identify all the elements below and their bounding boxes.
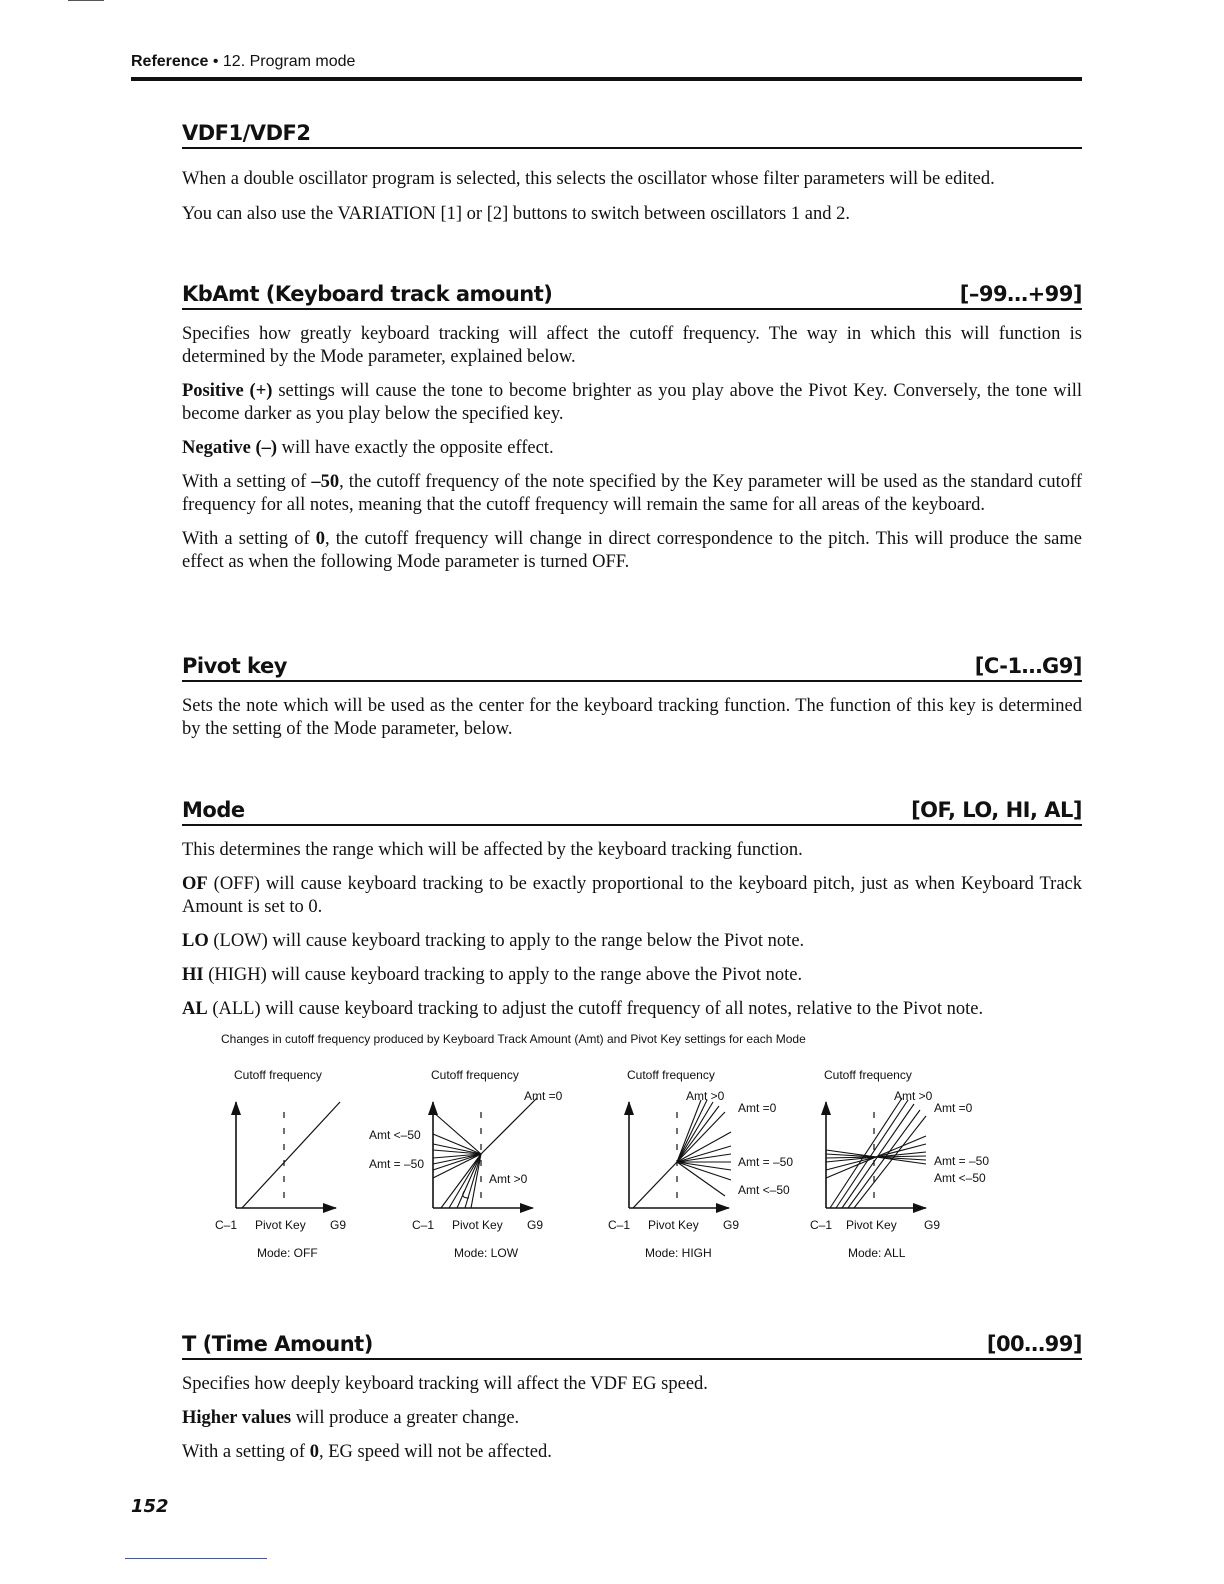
- panel-mode-all: [810, 1068, 989, 1260]
- x-label-left: C–1: [215, 1218, 238, 1232]
- section-heading: [182, 792, 1082, 826]
- label-amt-gt-0: Amt >0: [686, 1089, 725, 1103]
- paragraph: [182, 437, 1082, 460]
- bold-term: 0: [315, 529, 325, 549]
- mode-label: Mode: LOW: [454, 1246, 519, 1260]
- bold-term: Higher values: [182, 1408, 292, 1428]
- running-header: [131, 53, 355, 71]
- label-amt-lt-50: Amt <–50: [934, 1171, 986, 1185]
- text: (LOW) will cause keyboard tracking to apply to the range below the Pivot note.: [208, 931, 805, 951]
- panel-mode-off: [215, 1068, 346, 1260]
- header-rule: [131, 77, 1082, 81]
- bold-term: 0: [309, 1442, 319, 1462]
- panel-mode-low: [369, 1068, 563, 1260]
- y-axis-label: Cutoff frequency: [234, 1068, 322, 1082]
- section-heading: [182, 115, 1082, 149]
- bold-term: –50: [311, 472, 340, 492]
- section-heading: [182, 1326, 1082, 1360]
- figure-caption: Changes in cutoff frequency produced by Keyboard Track Amount (Amt) and Pivot Key settings for each Mode: [221, 1032, 806, 1046]
- paragraph: Sets the note which will be used as the center for the keyboard tracking function. The function of this key is determined by the setting of the Mode parameter, below.: [182, 696, 1082, 739]
- x-label-left: C–1: [810, 1218, 833, 1232]
- y-axis-label: Cutoff frequency: [824, 1068, 912, 1082]
- x-label-right: G9: [330, 1218, 347, 1232]
- header-bullet: •: [212, 53, 219, 70]
- x-label-pivot: Pivot Key: [255, 1218, 306, 1232]
- header-section: Reference: [131, 53, 209, 70]
- amt-0-upper-line: [481, 1098, 537, 1154]
- paragraph: You can also use the VARIATION [1] or [2] buttons to switch between oscillators 1 and 2.: [182, 204, 850, 224]
- keyboard-tracking-diagram: [200, 1058, 1020, 1268]
- label-amt-gt-0: Amt >0: [894, 1089, 933, 1103]
- label-amt-eq-50: Amt = –50: [934, 1154, 990, 1168]
- text: settings will cause the tone to become brighter as you play above the Pivot Key. Conversely, the tone will become darker as you play below the specified key.: [182, 381, 1082, 424]
- x-label-right: G9: [924, 1218, 941, 1232]
- paragraph: Specifies how greatly keyboard tracking will affect the cutoff frequency. The way in which this will function is determined by the Mode parameter, explained below.: [182, 324, 1082, 367]
- label-amt-gt-0: Amt >0: [489, 1172, 528, 1186]
- text: , the cutoff frequency of the note specified by the Key parameter will be used as the standard cutoff frequency for all notes, meaning that the cutoff frequency will remain the same for all areas of the keyboard.: [182, 472, 1082, 515]
- paragraph: [182, 528, 1082, 574]
- text: will have exactly the opposite effect.: [277, 438, 554, 458]
- bold-term: HI: [182, 965, 204, 985]
- paragraph: Specifies how deeply keyboard tracking will affect the VDF EG speed.: [182, 1374, 708, 1394]
- text: (HIGH) will cause keyboard tracking to apply to the range above the Pivot note.: [203, 965, 803, 985]
- text: , the cutoff frequency will change in direct correspondence to the pitch. This will produce the same effect as when the following Mode parameter is turned OFF.: [182, 529, 1082, 572]
- page-number: 152: [131, 1496, 169, 1517]
- section-kbamt: [182, 276, 1082, 574]
- top-edge-line: [68, 0, 104, 1]
- section-title: VDF1/VDF2: [182, 121, 311, 145]
- bold-term: Positive (+): [182, 381, 273, 401]
- bold-term: OF: [182, 874, 208, 894]
- amt-0-lower-line: [633, 1162, 677, 1208]
- section-range: [C-1…G9]: [974, 654, 1082, 678]
- x-label-pivot: Pivot Key: [452, 1218, 503, 1232]
- bold-term: LO: [182, 931, 209, 951]
- bold-term: AL: [182, 999, 208, 1019]
- section-title: T (Time Amount): [182, 1332, 373, 1356]
- x-label-left: C–1: [412, 1218, 435, 1232]
- text: will produce a greater change.: [291, 1408, 520, 1428]
- x-label-pivot: Pivot Key: [846, 1218, 897, 1232]
- section-mode: [182, 792, 1082, 1021]
- header-chapter: 12. Program mode: [222, 53, 356, 70]
- label-amt-eq-50: Amt = –50: [738, 1155, 794, 1169]
- footer-line: [125, 1558, 267, 1559]
- paragraph: This determines the range which will be affected by the keyboard tracking function.: [182, 840, 803, 860]
- x-label-pivot: Pivot Key: [648, 1218, 699, 1232]
- paragraph: [182, 873, 1082, 919]
- y-axis-label: Cutoff frequency: [627, 1068, 715, 1082]
- paragraph: [182, 380, 1082, 426]
- text: With a setting of: [182, 529, 316, 549]
- label-amt-eq-50: Amt = –50: [369, 1157, 425, 1171]
- label-amt-lt-50: Amt <–50: [738, 1183, 790, 1197]
- section-time-amount: [182, 1326, 1082, 1464]
- section-title: Pivot key: [182, 654, 287, 678]
- label-amt-lt-50: Amt <–50: [369, 1128, 421, 1142]
- label-amt-0: Amt =0: [934, 1101, 973, 1115]
- mode-label: Mode: ALL: [848, 1246, 906, 1260]
- y-axis-label: Cutoff frequency: [431, 1068, 519, 1082]
- tracking-line: [242, 1102, 340, 1208]
- text: (ALL) will cause keyboard tracking to adjust the cutoff frequency of all notes, relative to the Pivot note.: [207, 999, 984, 1019]
- x-label-right: G9: [723, 1218, 740, 1232]
- text: , EG speed will not be affected.: [318, 1442, 552, 1462]
- section-title: KbAmt (Keyboard track amount): [182, 282, 553, 306]
- paragraph: When a double oscillator program is selected, this selects the oscillator whose filter parameters will be edited.: [182, 169, 995, 189]
- mode-label: Mode: HIGH: [645, 1246, 712, 1260]
- text: With a setting of: [182, 472, 312, 492]
- paragraph: [182, 1407, 1082, 1430]
- section-heading: [182, 648, 1082, 682]
- section-heading: [182, 276, 1082, 310]
- label-amt-0: Amt =0: [738, 1101, 777, 1115]
- section-vdf: [182, 115, 1082, 226]
- text: With a setting of: [182, 1442, 310, 1462]
- paragraph: [182, 964, 1082, 987]
- text: (OFF) will cause keyboard tracking to be exactly proportional to the keyboard pitch, just as when Keyboard Track Amount is set to 0.: [182, 874, 1082, 917]
- section-pivot-key: [182, 648, 1082, 741]
- fan-lines: [826, 1098, 926, 1208]
- paragraph: [182, 1441, 1082, 1464]
- fan-lines: [433, 1112, 481, 1208]
- section-range: [00…99]: [986, 1332, 1082, 1356]
- paragraph: [182, 998, 1082, 1021]
- paragraph: [182, 471, 1082, 517]
- bold-term: Negative (–): [182, 438, 278, 458]
- section-range: [–99…+99]: [959, 282, 1082, 306]
- section-range: [OF, LO, HI, AL]: [911, 798, 1082, 822]
- fan-lines: [677, 1100, 731, 1196]
- label-amt-0: Amt =0: [524, 1089, 563, 1103]
- paragraph: [182, 930, 1082, 953]
- mode-label: Mode: OFF: [257, 1246, 318, 1260]
- section-title: Mode: [182, 798, 245, 822]
- x-label-right: G9: [527, 1218, 544, 1232]
- panel-mode-high: [608, 1068, 793, 1260]
- x-label-left: C–1: [608, 1218, 631, 1232]
